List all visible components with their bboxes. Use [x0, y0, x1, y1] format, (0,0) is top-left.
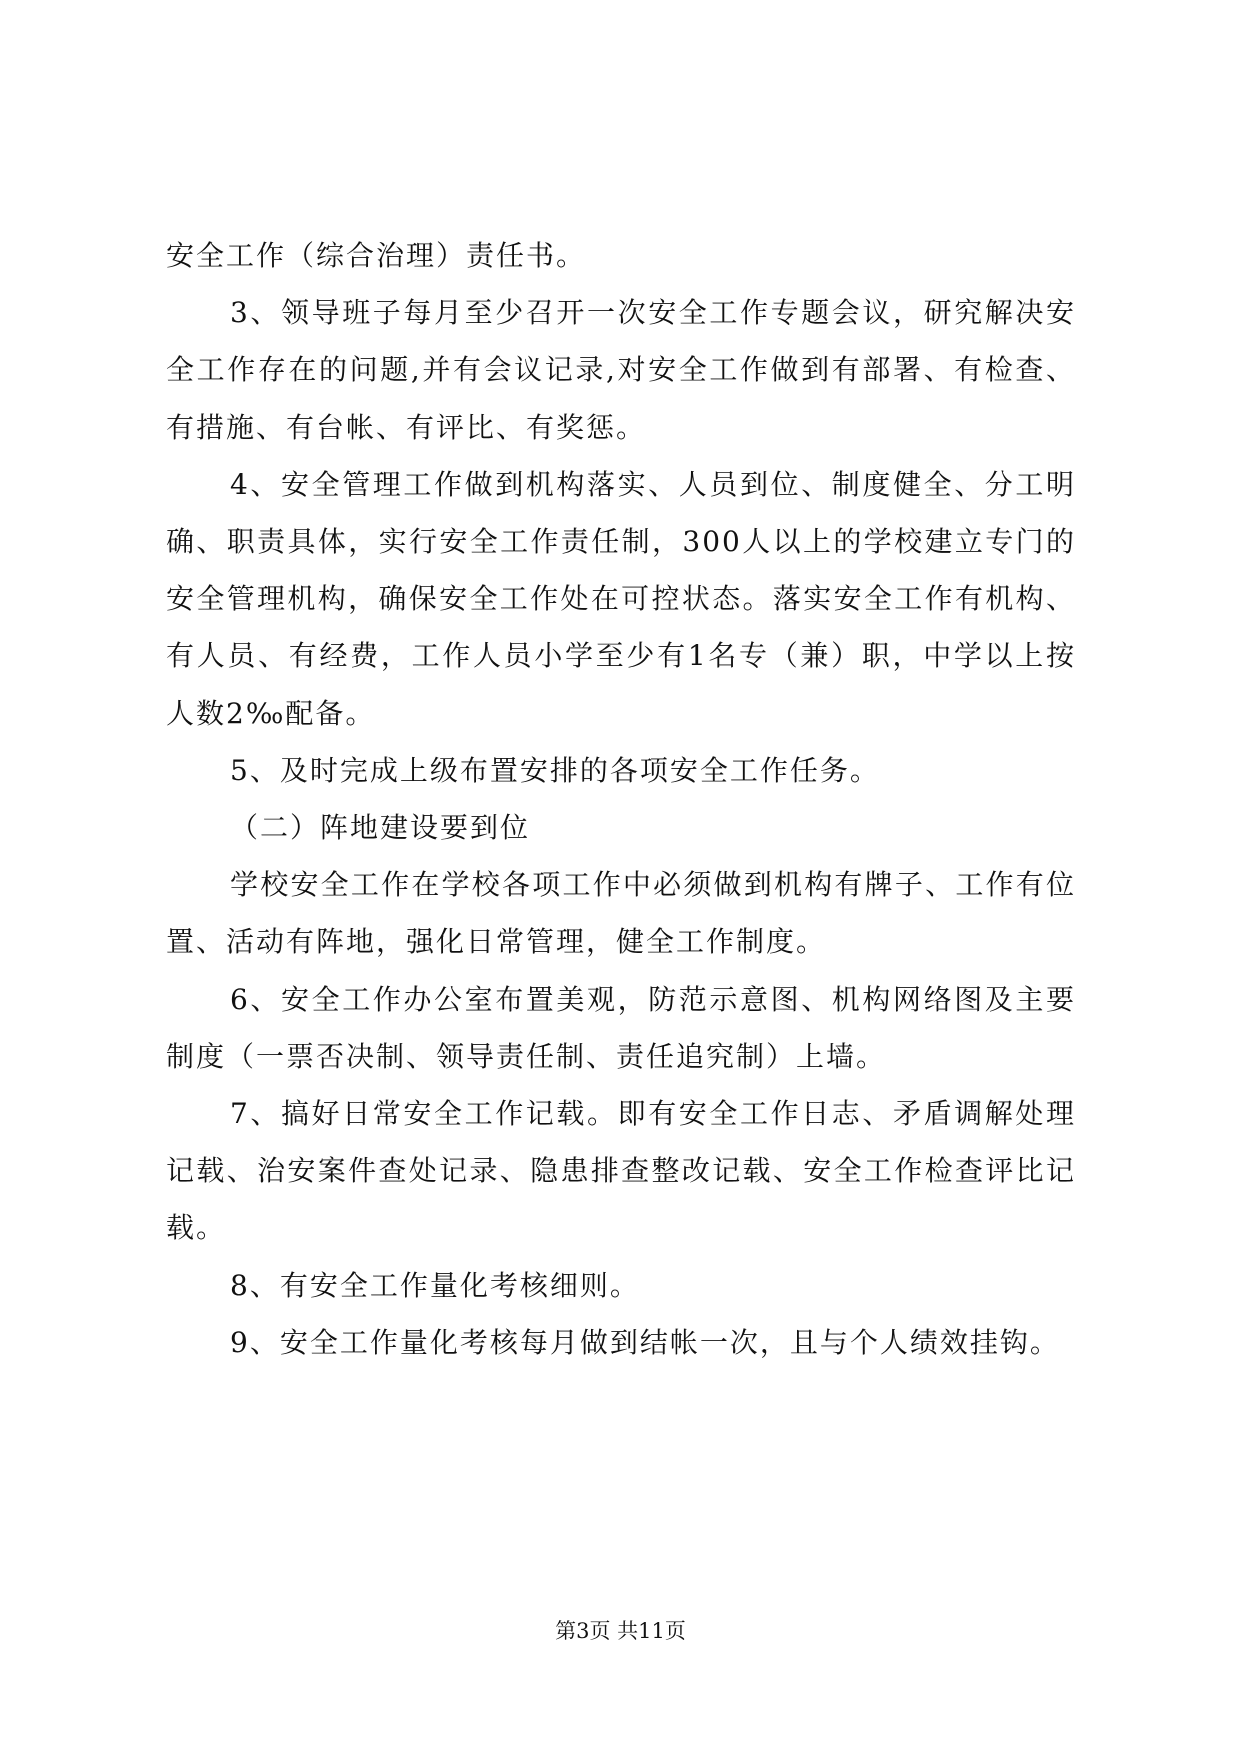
paragraph-3: 4、安全管理工作做到机构落实、人员到位、制度健全、分工明确、职责具体，实行安全工作责任制，300人以上的学校建立专门的安全管理机构，确保安全工作处在可控状态。落实安全工作有机构、有人员、有经费，工作人员小学至少有1名专（兼）职，中学以上按人数2‰配备。 — [166, 467, 1076, 730]
paragraph-7: 7、搞好日常安全工作记载。即有安全工作日志、矛盾调解处理记载、治安案件查处记录、隐患排查整改记载、安全工作检查评比记载。 — [166, 1097, 1076, 1245]
paragraph-6: 6、安全工作办公室布置美观，防范示意图、机构网络图及主要制度（一票否决制、领导责任制、责任追究制）上墙。 — [166, 982, 1076, 1073]
paragraph-2: 3、领导班子每月至少召开一次安全工作专题会议，研究解决安全工作存在的问题,并有会议记录,对安全工作做到有部署、有检查、有措施、有台帐、有评比、有奖惩。 — [166, 296, 1076, 444]
paragraph-1: 安全工作（综合治理）责任书。 — [166, 239, 587, 272]
paragraph-4: 5、及时完成上级布置安排的各项安全工作任务。 — [230, 753, 880, 787]
paragraph-9: 9、安全工作量化考核每月做到结帐一次，且与个人绩效挂钩。 — [230, 1325, 1060, 1359]
document-body — [166, 227, 1076, 1371]
page-footer: 第3页 共11页 — [555, 1619, 686, 1643]
paragraph-8: 8、有安全工作量化考核细则。 — [230, 1268, 640, 1302]
paragraph-5: 学校安全工作在学校各项工作中必须做到机构有牌子、工作有位置、活动有阵地，强化日常管理，健全工作制度。 — [166, 868, 1076, 959]
section-heading: （二）阵地建设要到位 — [230, 811, 531, 845]
